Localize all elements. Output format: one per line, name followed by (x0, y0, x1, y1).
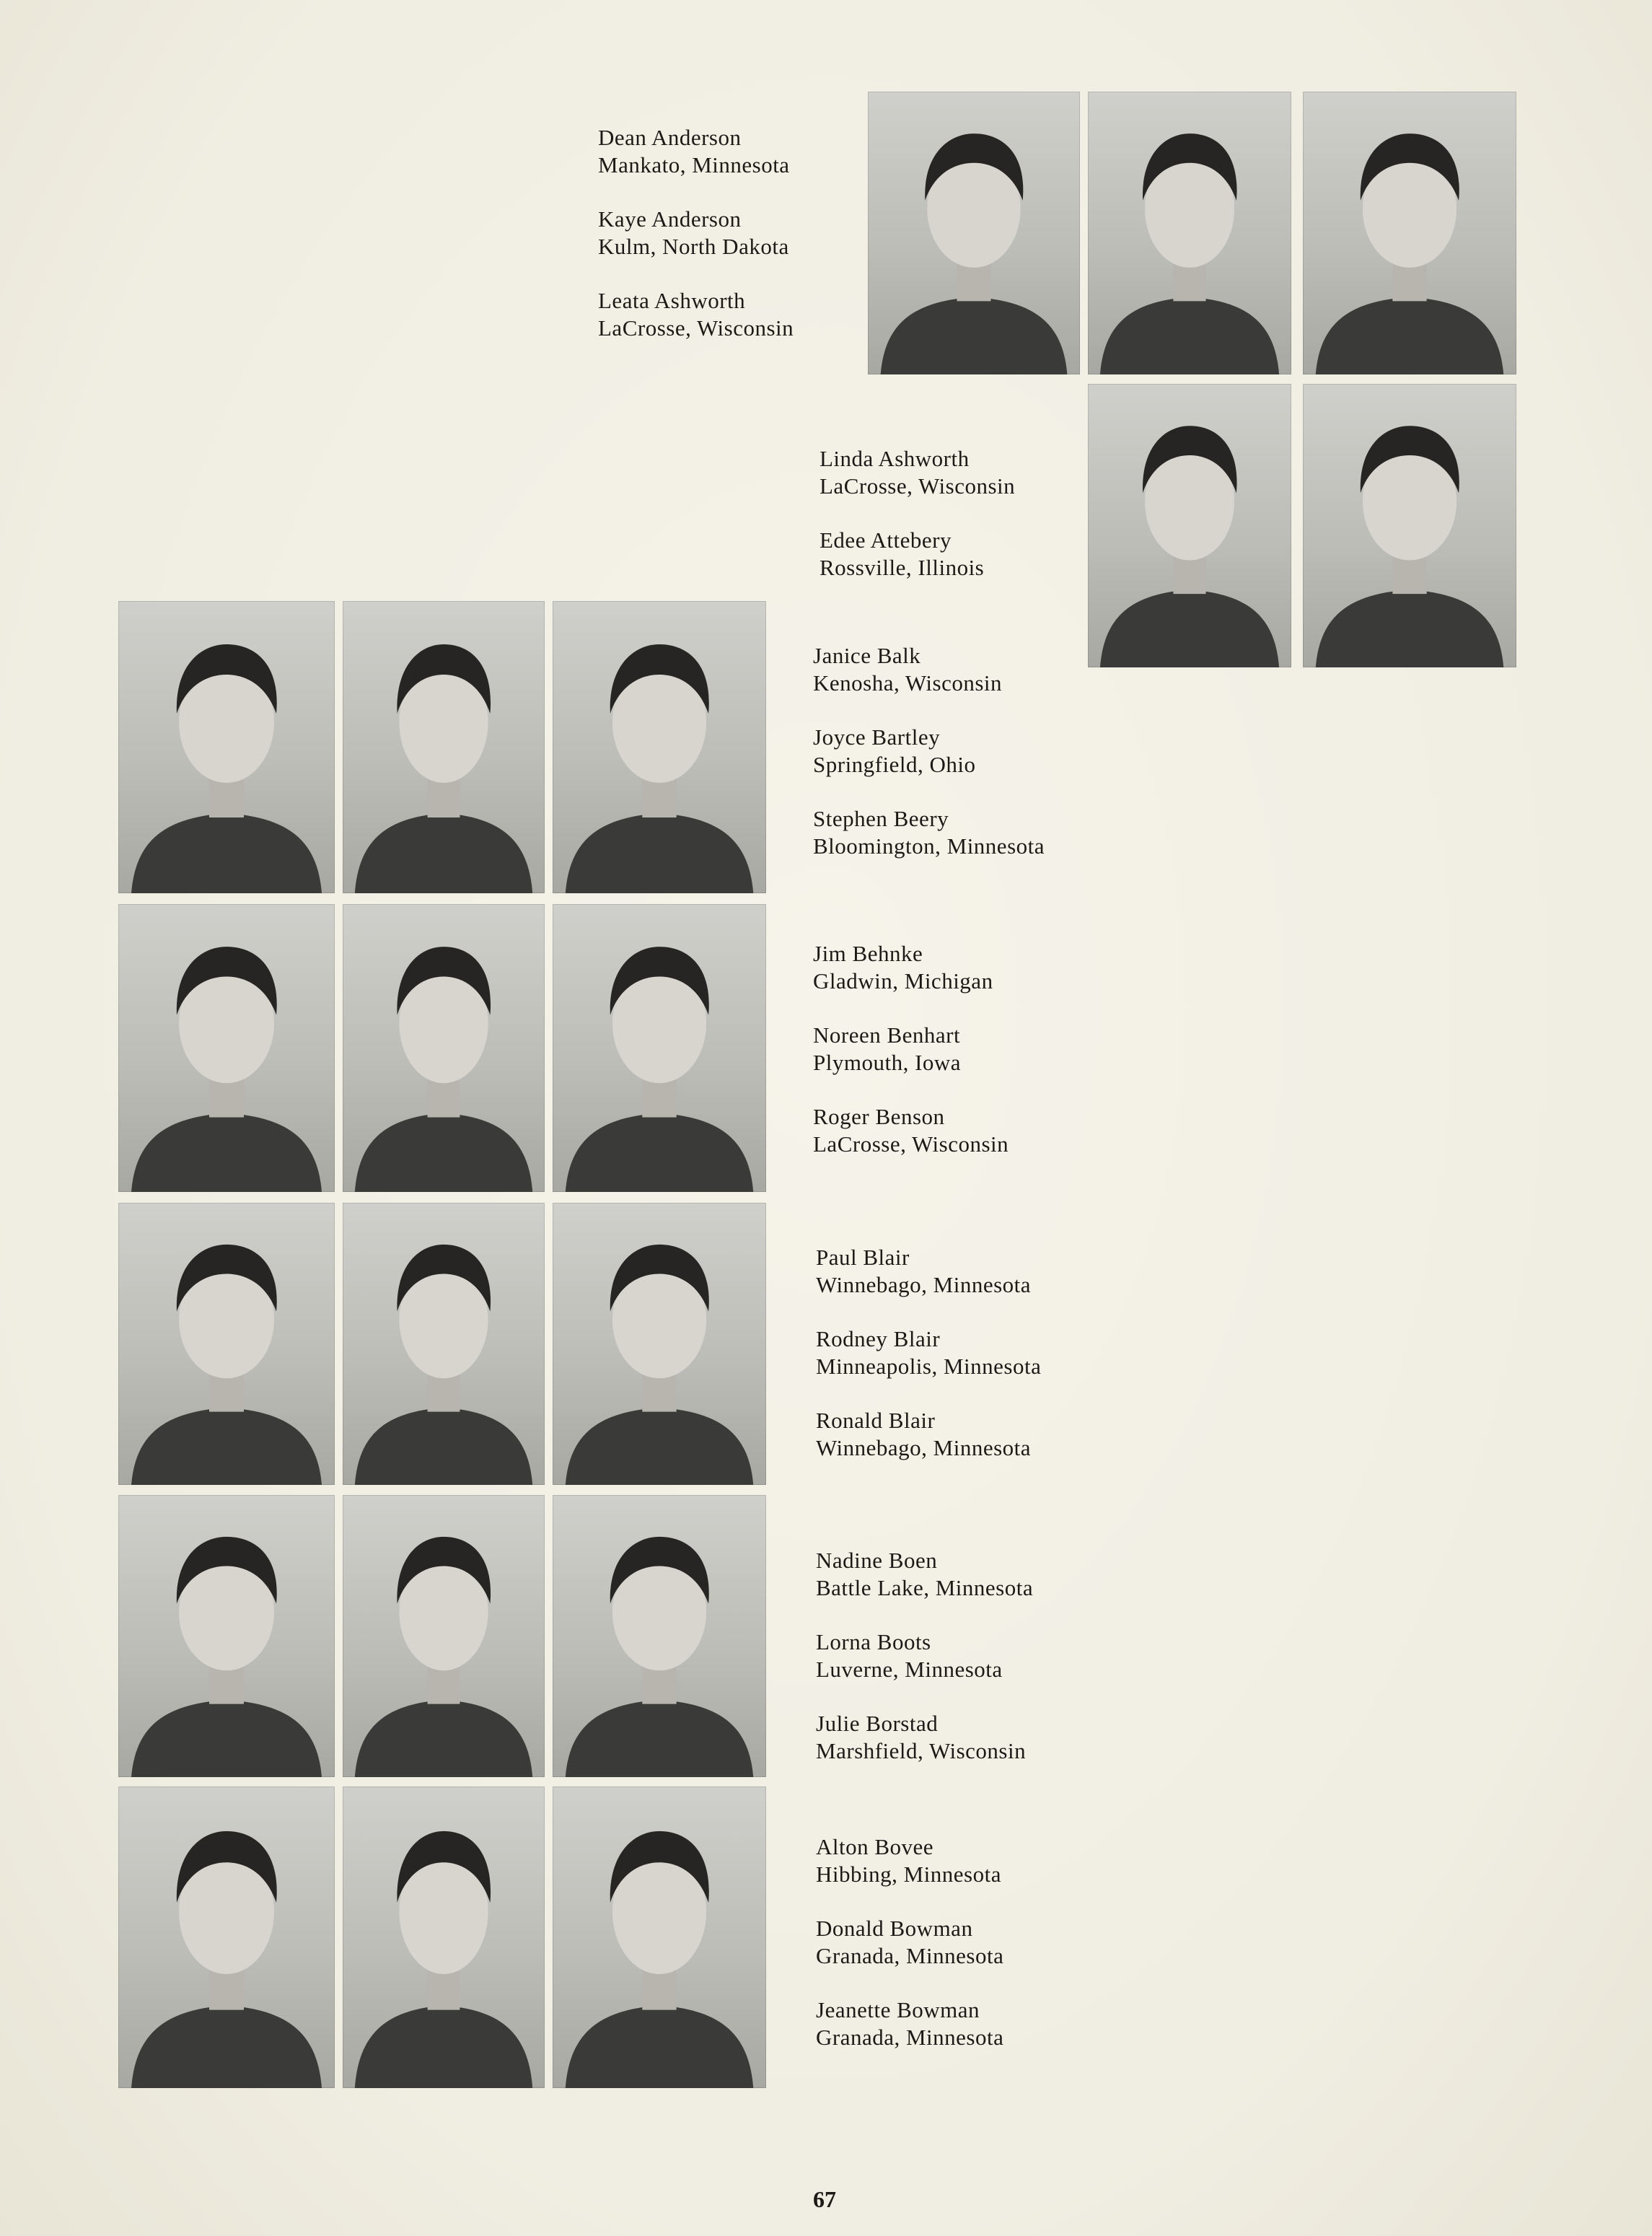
student-hometown: Granada, Minnesota (816, 1943, 1004, 1968)
student-portrait (553, 601, 766, 893)
student-hometown: Kulm, North Dakota (598, 234, 789, 259)
student-portrait (118, 601, 335, 893)
student-name: Noreen Benhart (813, 1022, 961, 1048)
student-name: Jim Behnke (813, 941, 923, 966)
student-name: Paul Blair (816, 1245, 910, 1270)
student-entry (813, 1022, 1009, 1077)
student-entry (813, 940, 1009, 995)
caption-group-7 (816, 1833, 1003, 2078)
student-entry (816, 1915, 1003, 1970)
student-hometown: LaCrosse, Wisconsin (598, 315, 794, 341)
student-name: Nadine Boen (816, 1548, 938, 1573)
student-hometown: Battle Lake, Minnesota (816, 1575, 1034, 1600)
student-portrait (553, 904, 766, 1192)
student-name: Donald Bowman (816, 1916, 973, 1941)
student-name: Linda Ashworth (820, 446, 970, 471)
student-name: Joyce Bartley (813, 724, 941, 750)
student-name: Dean Anderson (598, 125, 742, 150)
student-name: Rodney Blair (816, 1326, 941, 1351)
student-portrait (1088, 92, 1291, 374)
student-name: Ronald Blair (816, 1408, 936, 1433)
student-name: Leata Ashworth (598, 288, 746, 313)
student-entry (816, 1547, 1033, 1602)
student-hometown: Minneapolis, Minnesota (816, 1354, 1042, 1379)
student-entry (813, 1103, 1009, 1158)
caption-group-4 (813, 940, 1009, 1185)
student-portrait (343, 1203, 545, 1485)
page-number: 67 (813, 2186, 836, 2212)
student-portrait (868, 92, 1080, 374)
student-entry (820, 527, 1015, 582)
student-name: Jeanette Bowman (816, 1997, 980, 2022)
student-portrait (553, 1203, 766, 1485)
caption-group-5 (816, 1244, 1041, 1489)
student-hometown: Granada, Minnesota (816, 2025, 1004, 2050)
student-entry (816, 1407, 1041, 1462)
caption-group-6 (816, 1547, 1033, 1792)
student-hometown: Plymouth, Iowa (813, 1050, 962, 1075)
student-entry (598, 206, 794, 260)
student-name: Kaye Anderson (598, 206, 742, 232)
caption-group-2 (820, 445, 1015, 608)
student-entry (816, 1628, 1033, 1683)
student-portrait (1303, 384, 1516, 667)
caption-group-1 (598, 124, 794, 369)
student-hometown: Bloomington, Minnesota (813, 833, 1045, 859)
student-portrait (118, 1495, 335, 1777)
student-hometown: Winnebago, Minnesota (816, 1272, 1032, 1297)
student-name: Stephen Beery (813, 806, 949, 831)
student-entry (816, 1833, 1003, 1888)
student-portrait (118, 1203, 335, 1485)
student-portrait (343, 904, 545, 1192)
caption-group-3 (813, 642, 1045, 887)
student-hometown: Mankato, Minnesota (598, 152, 790, 177)
student-hometown: Marshfield, Wisconsin (816, 1738, 1027, 1763)
student-portrait (553, 1495, 766, 1777)
student-entry (816, 1710, 1033, 1765)
student-portrait (1303, 92, 1516, 374)
student-name: Roger Benson (813, 1104, 945, 1129)
student-hometown: Winnebago, Minnesota (816, 1435, 1032, 1460)
student-portrait (343, 1495, 545, 1777)
student-entry (816, 1244, 1041, 1299)
student-hometown: Kenosha, Wisconsin (813, 670, 1003, 696)
student-name: Julie Borstad (816, 1711, 939, 1736)
student-name: Edee Attebery (820, 527, 952, 553)
student-entry (598, 124, 794, 179)
student-hometown: Hibbing, Minnesota (816, 1862, 1001, 1887)
student-hometown: Gladwin, Michigan (813, 968, 993, 994)
student-hometown: LaCrosse, Wisconsin (813, 1131, 1009, 1157)
student-entry (816, 1996, 1003, 2051)
student-portrait (118, 1786, 335, 2088)
student-hometown: Luverne, Minnesota (816, 1657, 1003, 1682)
student-name: Lorna Boots (816, 1629, 931, 1654)
student-entry (813, 805, 1045, 860)
student-entry (598, 287, 794, 342)
student-hometown: Rossville, Illinois (820, 555, 985, 580)
student-portrait (553, 1786, 766, 2088)
student-name: Alton Bovee (816, 1834, 934, 1859)
student-hometown: Springfield, Ohio (813, 752, 976, 777)
student-hometown: LaCrosse, Wisconsin (820, 473, 1016, 499)
student-portrait (343, 1786, 545, 2088)
student-entry (813, 724, 1045, 779)
student-portrait (343, 601, 545, 893)
student-portrait (1088, 384, 1291, 667)
student-entry (820, 445, 1015, 500)
student-portrait (118, 904, 335, 1192)
student-entry (813, 642, 1045, 697)
student-name: Janice Balk (813, 643, 921, 668)
student-entry (816, 1325, 1041, 1380)
